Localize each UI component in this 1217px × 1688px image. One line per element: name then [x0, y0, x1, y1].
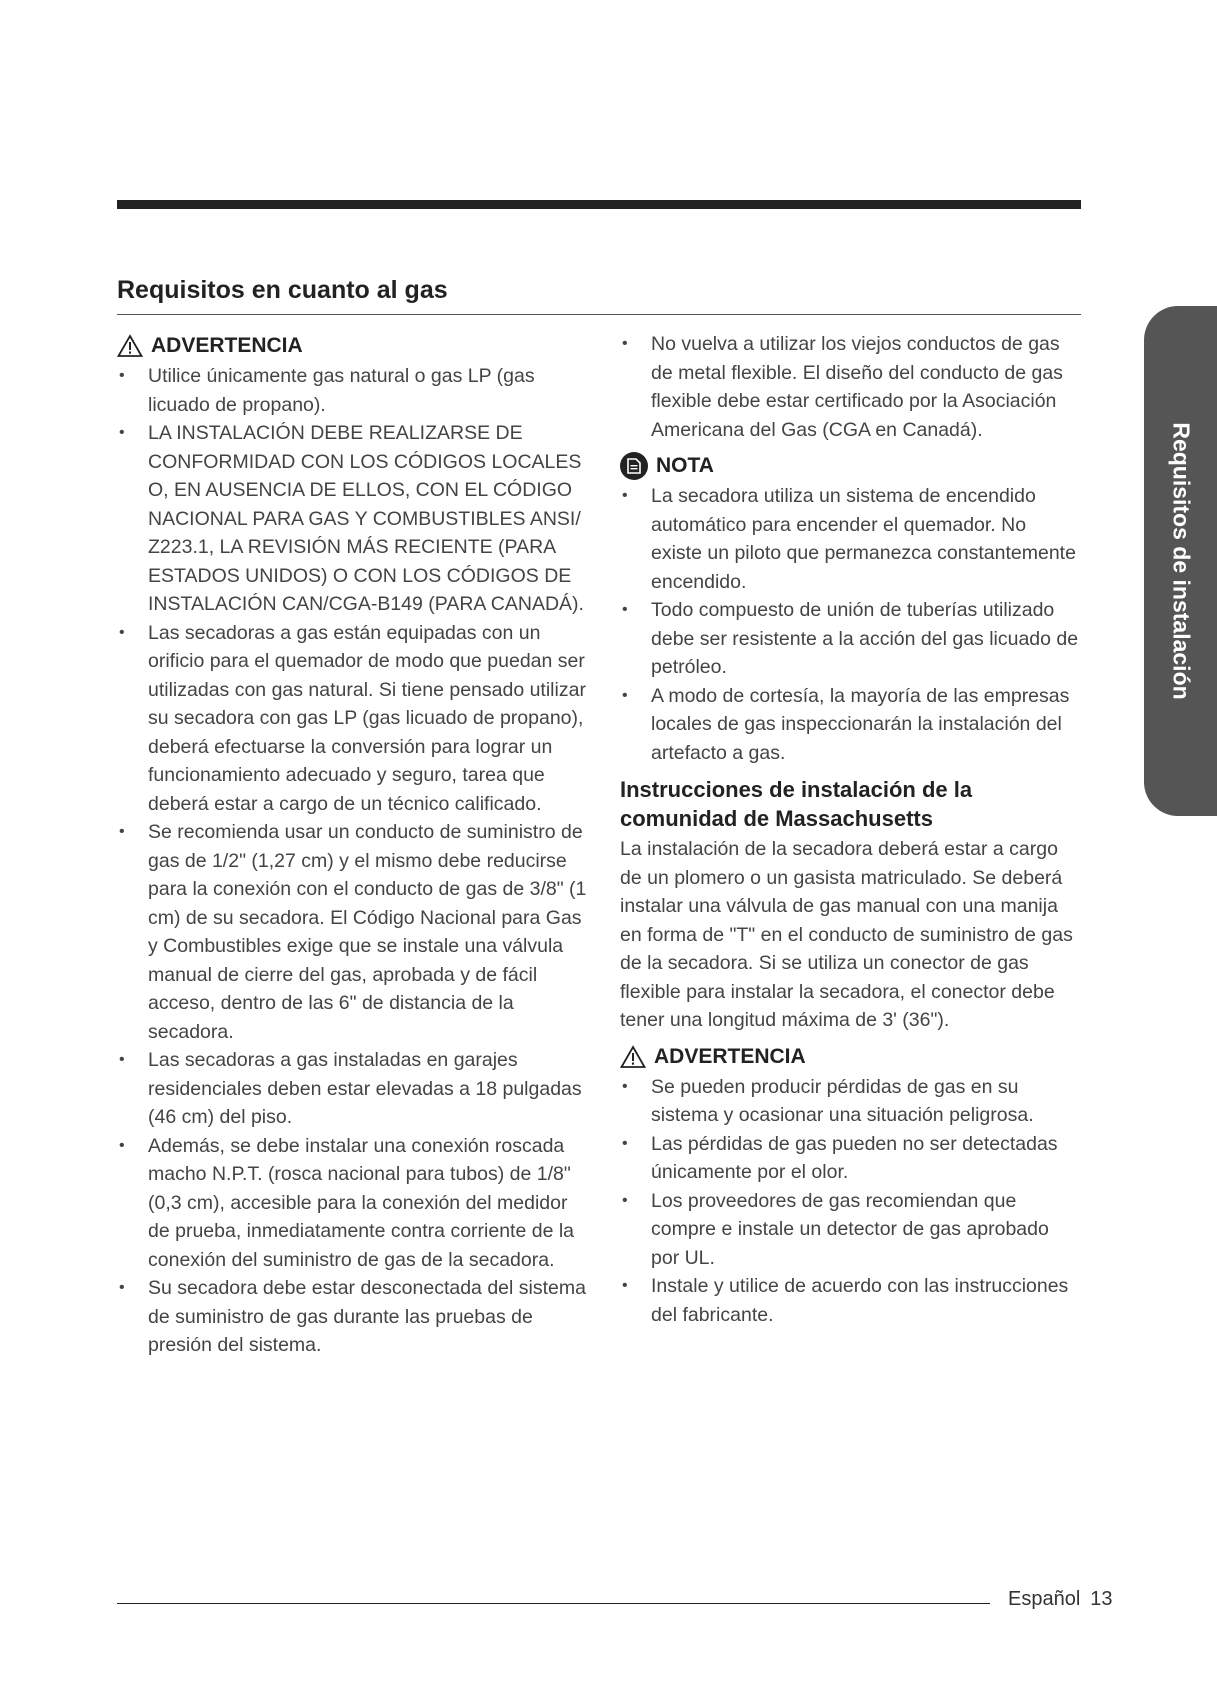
list-item: • Instale y utilice de acuerdo con las instrucciones del fabricante.	[620, 1272, 1082, 1329]
note-heading	[620, 450, 1082, 482]
list-item: • Todo compuesto de unión de tuberías utilizado debe ser resistente a la acción del gas licuado de petróleo.	[620, 596, 1082, 682]
list-item: • No vuelva a utilizar los viejos conductos de gas de metal flexible. El diseño del conducto de gas flexible debe estar certificado por la Asociación Americana del Gas (CGA en Canadá).	[620, 330, 1082, 444]
massachusetts-heading: Instrucciones de instalación de la comunidad de Massachusetts	[620, 777, 973, 831]
list-item: • Su secadora debe estar desconectada del sistema de suministro de gas durante las pruebas de presión del sistema.	[117, 1274, 587, 1360]
footer-rule	[117, 1603, 990, 1604]
note-list	[620, 482, 1082, 767]
list-item: • Se pueden producir pérdidas de gas en su sistema y ocasionar una situación peligrosa.	[620, 1073, 1082, 1130]
warning-triangle-icon	[620, 1045, 646, 1069]
left-warning-list	[117, 362, 587, 1360]
note-label: NOTA	[656, 454, 714, 477]
list-item: • Utilice únicamente gas natural o gas LP (gas licuado de propano).	[117, 362, 587, 419]
warning-label: ADVERTENCIA	[151, 334, 303, 357]
list-item: • A modo de cortesía, la mayoría de las empresas locales de gas inspeccionarán la instalación del artefacto a gas.	[620, 682, 1082, 768]
list-item: • Los proveedores de gas recomiendan que compre e instale un detector de gas aprobado por UL.	[620, 1187, 1082, 1273]
section-side-tab	[1144, 306, 1217, 816]
list-item: • Las pérdidas de gas pueden no ser detectadas únicamente por el olor.	[620, 1130, 1082, 1187]
massachusetts-paragraph: La instalación de la secadora deberá estar a cargo de un plomero o un gasista matriculado. Se deberá instalar una válvula de gas manual con una manija en forma de "T" en el conducto de suministro de gas de la secadora. Si se utiliza un conector de gas flexible para instalar la secadora, el conector debe tener una longitud máxima de 3' (36").	[620, 838, 1073, 1031]
right-column	[620, 330, 1082, 1329]
warning-triangle-icon	[117, 334, 143, 358]
title-rule	[117, 314, 1081, 315]
right-top-list	[620, 330, 1082, 444]
right-warning-list	[620, 1073, 1082, 1330]
warning-heading-right	[620, 1041, 1082, 1073]
side-tab-label: Requisitos de instalación	[1168, 422, 1194, 700]
list-item: • LA INSTALACIÓN DEBE REALIZARSE DE CONFORMIDAD CON LOS CÓDIGOS LOCALES O, EN AUSENCIA DE ELLOS, CON EL CÓDIGO NACIONAL PARA GAS Y COMBUSTIBLES ANSI/ Z223.1, LA REVISIÓN MÁS RECIENTE (PARA ESTADOS UNIDOS) O CON LOS CÓDIGOS DE INSTALACIÓN CAN/CGA-B149 (PARA CANADÁ).	[117, 419, 587, 619]
list-item: • Además, se debe instalar una conexión roscada macho N.P.T. (rosca nacional para tubos) de 1/8" (0,3 cm), accesible para la conexión del medidor de prueba, inmediatamente contra corriente de la conexión del suministro de gas de la secadora.	[117, 1132, 587, 1275]
page-footer	[1008, 1588, 1113, 1611]
top-rule	[117, 200, 1081, 209]
section-title: Requisitos en cuanto al gas	[117, 276, 448, 304]
list-item: • Se recomienda usar un conducto de suministro de gas de 1/2" (1,27 cm) y el mismo debe reducirse para la conexión con el conducto de gas de 3/8" (1 cm) de su secadora. El Código Nacional para Gas y Combustibles exige que se instale una válvula manual de cierre del gas, aprobada y de fácil acceso, dentro de las 6" de distancia de la secadora.	[117, 818, 587, 1046]
note-icon	[620, 452, 648, 480]
list-item: • Las secadoras a gas están equipadas con un orificio para el quemador de modo que puedan ser utilizadas con gas natural. Si tiene pensado utilizar su secadora con gas LP (gas licuado de propano), deberá efectuarse la conversión para lograr un funcionamiento adecuado y seguro, tarea que deberá estar a cargo de un técnico calificado.	[117, 619, 587, 819]
warning-label: ADVERTENCIA	[654, 1044, 806, 1068]
list-item: • La secadora utiliza un sistema de encendido automático para encender el quemador. No existe un piloto que permanezca constantemente encendido.	[620, 482, 1082, 596]
page-number: 13	[1090, 1588, 1113, 1610]
warning-heading-left	[117, 330, 587, 362]
left-column	[117, 330, 587, 1360]
list-item: • Las secadoras a gas instaladas en garajes residenciales deben estar elevadas a 18 pulgadas (46 cm) del piso.	[117, 1046, 587, 1132]
footer-language: Español	[1008, 1588, 1081, 1610]
